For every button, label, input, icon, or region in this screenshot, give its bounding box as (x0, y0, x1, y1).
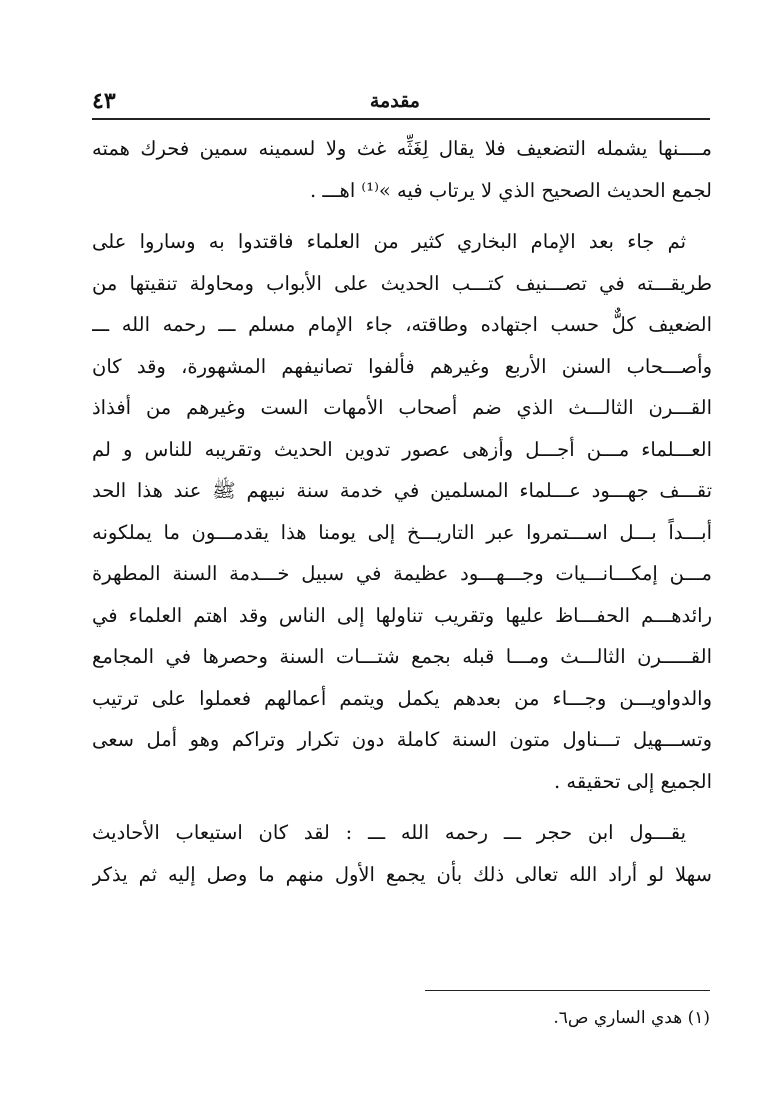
text-line: رائدهـــم الحفـــاظ عليها وتقريب تناولها إلى الناس وقد اهتم العلماء في (92, 603, 712, 627)
text-line: الضعيف كلٌّ حسب اجتهاده وطاقته، جاء الإمام مسلم ـــ رحمه الله ـــ (92, 313, 712, 336)
header-rule (92, 118, 710, 120)
text-line: مـــن إمكـــانـــيات وجـــهـــود عظيمة في سبيل خـــدمة السنة المطهرة (92, 562, 712, 585)
text-line: طريقـــته في تصـــنيف كتـــب الحديث على الأبواب ومحاولة تنقيتها من (92, 271, 712, 295)
paragraph-gap (92, 802, 712, 812)
text-line: العـــلماء مـــن أجـــل وأزهى عصور تدوين الحديث وتقريبه للناس و لم (92, 437, 712, 461)
footnote: (١) هدي الساري ص٦. (553, 1008, 710, 1028)
text-line: لجمع الحديث الصحيح الذي لا يرتاب فيه »⁽¹⁾ اهـــ . (310, 178, 712, 202)
text-line: وتســـهيل تـــناول متون السنة كاملة دون تكرار وتراكم وهو أمل سعى (92, 728, 712, 751)
text-line: سهلا لو أراد الله تعالى ذلك بأن يجمع الأول منهم ما وصل إليه ثم يذكر (92, 862, 712, 886)
text-line: القـــرن الثالـــث الذي ضم أصحاب الأمهات الست وغيرهم من أفذاذ (92, 396, 712, 419)
footnote-rule (425, 990, 710, 991)
text-line: أبـــداً بـــل اســـتمروا عبر التاريـــخ إلى يومنا هذا يقدمـــون ما يملكونه (92, 520, 712, 544)
text-line: مــــنها يشمله التضعيف فلا يقال لِغَثِّه غث ولا لسمينه سمين فحرك همته (92, 137, 712, 160)
text-line: والدواويـــن وجـــاء من بعدهم يكمل ويتمم أعمالهم فعملوا على ترتيب (92, 686, 712, 710)
paragraph-gap (92, 211, 712, 221)
running-header (92, 88, 710, 118)
body-text (92, 128, 712, 895)
text-line: ثم جاء بعد الإمام البخاري كثير من العلماء فاقتدوا به وساروا على (92, 230, 686, 253)
text-line: تقـــف جهـــود عـــلماء المسلمين في خدمة سنة نبيهم ﷺ عند هذا الحد (92, 479, 712, 502)
text-line: وأصـــحاب السنن الأربع وغيرهم فألفوا تصانيفهم المشهورة، وقد كان (92, 354, 712, 378)
text-line: القـــــرن الثالـــث ومـــا قبله بجمع شتـــات السنة وحصرها في المجامع (92, 645, 712, 668)
page-number: ٤٣ (92, 88, 116, 114)
text-line: يقـــول ابن حجر ـــ رحمه الله ـــ : لقد كان استيعاب الأحاديث (92, 821, 686, 844)
chapter-title: مقدمة (369, 90, 420, 112)
text-line: الجميع إلى تحقيقه . (554, 769, 712, 793)
